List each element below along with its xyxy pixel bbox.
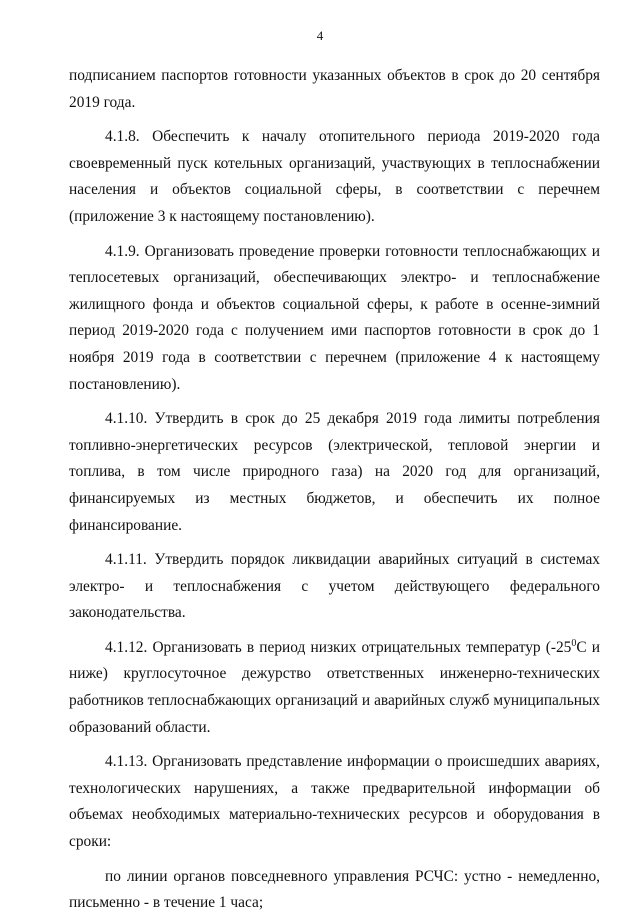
paragraph-4-1-12-end: С и ниже) круглосуточное дежурство ответственных инженерно-технических работников теплоснабжающих организаций и аварийных служб муниципальных образований области. [69,638,600,736]
document-body [69,63,600,917]
paragraph-rschs-line: по линии органов повседневного управления РСЧС: устно - немедленно, письменно - в течение 1 часа; [69,867,600,912]
page-number: 4 [316,28,324,43]
paragraph-continuation: подписанием паспортов готовности указанных объектов в срок до 20 сентября 2019 года. [69,67,600,111]
paragraph-4-1-9: 4.1.9. Организовать проведение проверки готовности теплоснабжающих и теплосетевых организаций, обеспечивающих электро- и теплоснабжение жилищного фонда и объектов социальной сферы, к работе в осенне-зимний период 2019-2020 года с получением ими паспортов готовности в срок до 1 ноября 2019 года в соответствии с перечнем (приложение 4 к настоящему постановлению). [69,242,600,393]
paragraph-4-1-13: 4.1.13. Организовать представление информации о происшедших авариях, технологических нарушениях, а также предварительной информации об объемах необходимых материально-технических ресурсов и оборудования в сроки: [69,753,600,851]
paragraph-4-1-12-start: 4.1.12. Организовать в период низких отрицательных температур (-25 [105,638,572,656]
degree-superscript: 0 [571,637,577,649]
paragraph-4-1-12 [69,635,600,741]
paragraph-4-1-8: 4.1.8. Обеспечить к началу отопительного периода 2019-2020 года своевременный пуск котельных организаций, участвующих в теплоснабжении населения и объектов социальной сферы, в соответствии с перечнем (приложение 3 к настоящему постановлению). [69,128,600,225]
paragraph-4-1-11: 4.1.11. Утвердить порядок ликвидации аварийных ситуаций в системах электро- и теплоснабжения с учетом действующего федерального законодательства. [69,551,600,622]
paragraph-4-1-10: 4.1.10. Утвердить в срок до 25 декабря 2019 года лимиты потребления топливно-энергетических ресурсов (электрической, тепловой энергии и топлива, в том числе природного газа) на 2020 год для организаций, финансируемых из местных бюджетов, и обеспечить их полное финансирование. [69,410,600,534]
